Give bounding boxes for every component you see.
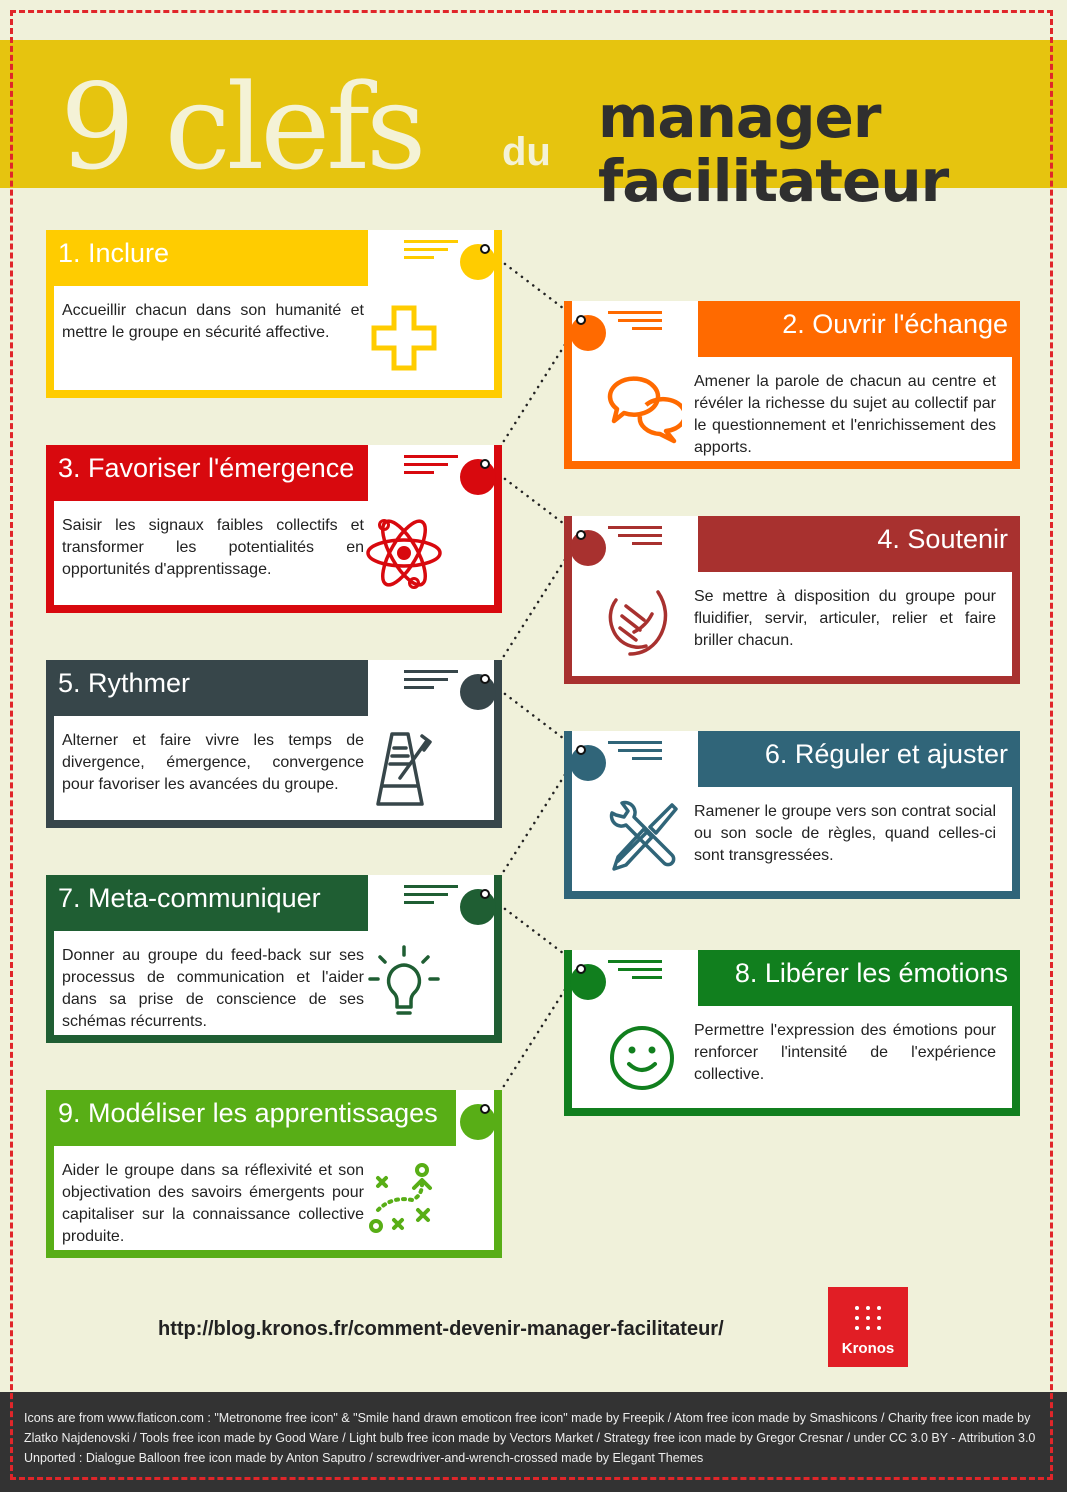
card-tab: [368, 445, 494, 501]
connector-dot: [576, 964, 586, 974]
title-banner: [0, 40, 1067, 215]
key-description: Aider le groupe dans sa réflexivité et son objectivation des savoirs émergents pour capitaliser sur la connaissance collective produite.: [62, 1162, 364, 1245]
title-line-2: facilitateur: [598, 147, 949, 215]
credits-footer: [0, 1392, 1067, 1492]
key-title: 4. Soutenir: [877, 524, 1008, 554]
key-description: Saisir les signaux faibles collectifs et transformer les potentialités en opportunités d'apprentissage.: [62, 517, 364, 578]
connector-dot: [576, 315, 586, 325]
connector-dot: [576, 530, 586, 540]
key-description: Se mettre à disposition du groupe pour fluidifier, servir, articuler, relier et faire briller chacun.: [694, 588, 996, 649]
source-url[interactable]: http://blog.kronos.fr/comment-devenir-manager-facilitateur/: [158, 1318, 724, 1340]
plus-icon: [364, 298, 444, 378]
kronos-logo: [828, 1287, 908, 1367]
wrench-screwdriver-icon: [602, 799, 682, 879]
key-description: Permettre l'expression des émotions pour renforcer l'intensité de l'expérience collective.: [694, 1022, 996, 1083]
strategy-icon: [364, 1158, 444, 1238]
connector-dot: [480, 459, 490, 469]
key-title: 7. Meta-communiquer: [58, 883, 321, 913]
key-title: 1. Inclure: [58, 238, 170, 268]
icon-credits: Icons are from www.flaticon.com : "Metronome free icon" & "Smile hand drawn emoticon free icon" made by Freepik / Atom free icon made by Smashicons / Charity free icon made by Zlatko Najdenovski / Tools free icon made by Good Ware / Light bulb free icon made by Vectors Market / Strategy free icon made by Gregor Cresnar / under CC 3.0 BY - Attribution 3.0 Unported : Dialogue Balloon free icon made by Anton Saputro / screwdriver-and-wrench-crossed made by Elegant Themes: [24, 1411, 1036, 1465]
key-card-3: [46, 445, 502, 613]
smiley-icon: [602, 1018, 682, 1098]
card-tab: [572, 731, 698, 787]
key-title: 8. Libérer les émotions: [734, 958, 1008, 988]
title-du: du: [502, 130, 551, 174]
connector-dot: [480, 244, 490, 254]
key-description: Alterner et faire vivre les temps de divergence, émergence, convergence pour favoriser les avancées du groupe.: [62, 732, 364, 793]
title-line-1: manager: [598, 83, 881, 151]
key-card-8: [564, 950, 1020, 1116]
key-card-1: [46, 230, 502, 398]
card-tab: [572, 516, 698, 572]
connector-dot: [480, 674, 490, 684]
connector-dot: [480, 1104, 490, 1114]
speech-bubbles-icon: [602, 369, 682, 449]
card-tab: [572, 301, 698, 357]
lightbulb-icon: [364, 943, 444, 1023]
key-description: Accueillir chacun dans son humanité et mettre le groupe en sécurité affective.: [62, 302, 364, 341]
key-title: 3. Favoriser l'émergence: [58, 453, 355, 483]
helping-hands-icon: [602, 584, 682, 664]
key-card-6: [564, 731, 1020, 899]
logo-name: Kronos: [841, 1340, 895, 1357]
key-description: Donner au groupe du feed-back sur ses processus de communication et l'aider dans sa prise de conscience de ses schémas récurrents.: [62, 947, 364, 1030]
key-description: Ramener le groupe vers son contrat social ou son socle de règles, quand celles-ci sont transgressées.: [694, 803, 996, 864]
key-title: 9. Modéliser les apprentissages: [58, 1098, 438, 1128]
card-tab: [572, 950, 698, 1006]
key-title: 5. Rythmer: [58, 668, 191, 698]
card-tab: [368, 875, 494, 931]
connector-dot: [576, 745, 586, 755]
key-card-9: [46, 1090, 502, 1258]
title-number: 9 clefs: [60, 58, 423, 196]
key-card-7: [46, 875, 502, 1043]
card-tab: [368, 230, 494, 286]
key-description: Amener la parole de chacun au centre et révéler la richesse du sujet au collectif par le questionnement et l'enrichissement des apports.: [694, 373, 996, 456]
key-title: 2. Ouvrir l'échange: [782, 309, 1008, 339]
atom-icon: [364, 513, 444, 593]
card-tab: [368, 660, 494, 716]
key-title: 6. Réguler et ajuster: [764, 739, 1008, 769]
metronome-icon: [364, 728, 444, 808]
connector-dot: [480, 889, 490, 899]
key-card-5: [46, 660, 502, 828]
logo-dot-grid: [855, 1306, 881, 1330]
card-tab: [456, 1090, 494, 1146]
key-card-2: [564, 301, 1020, 469]
key-card-4: [564, 516, 1020, 684]
